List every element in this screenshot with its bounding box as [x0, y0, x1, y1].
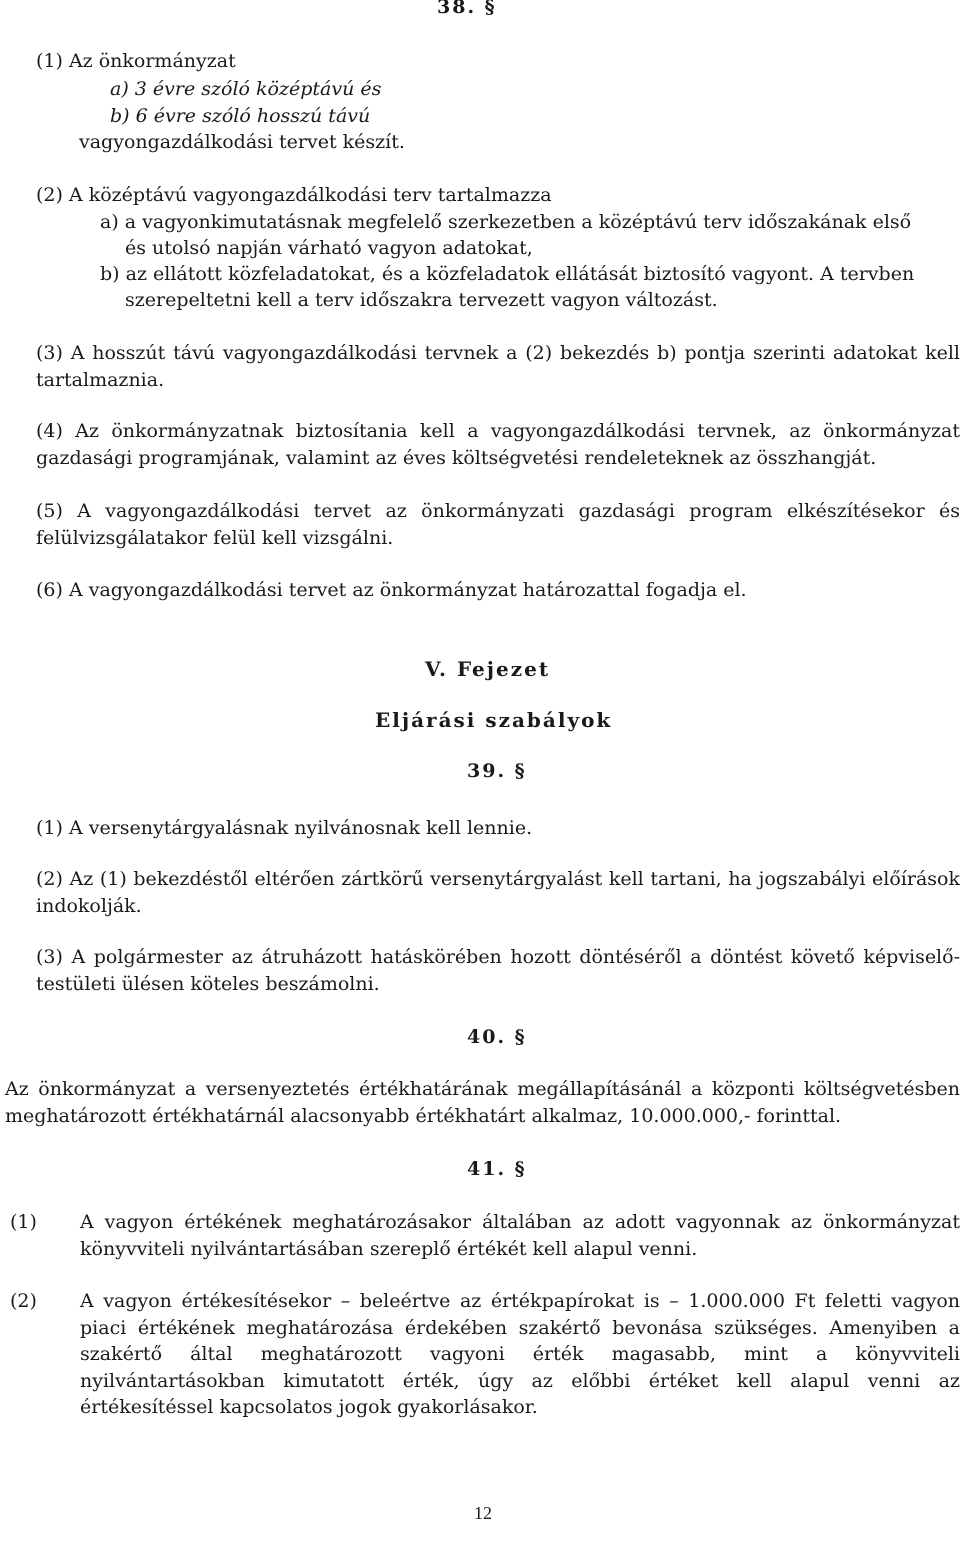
- section-41-heading: 41. §: [467, 1158, 527, 1180]
- section-39-heading: 39. §: [467, 760, 527, 782]
- s41-p2: A vagyon értékesítésekor – beleértve az értékpapírokat is – 1.000.000 Ft feletti vagyon piaci értékének meghatározása érdekében szakértő bevonása szükséges. Amenyiben a szakértő által meghatározott vagyoni érték magasabb, mint a könyvviteli nyilvántartásokban kimutatott érték, úgy az előbbi értéket kell alapul venni az értékesítéssel kapcsolatos jogok gyakorlásakor.: [80, 1290, 960, 1418]
- s39-p1: (1) A versenytárgyalásnak nyilvánosnak kell lennie.: [36, 817, 533, 839]
- s38-p2-item-a-line2: és utolsó napján várható vagyon adatokat,: [125, 237, 533, 259]
- s38-p3: (3) A hosszút távú vagyongazdálkodási tervnek a (2) bekezdés b) pontja szerinti adatokat kell tartalmaznia.: [36, 342, 960, 391]
- s41-p1: A vagyon értékének meghatározásakor általában az adott vagyonnak az önkormányzat könyvviteli nyilvántartásában szereplő értékét kell alapul venni.: [80, 1211, 960, 1260]
- s41-p1-label: (1): [10, 1211, 37, 1233]
- s40-text: Az önkormányzat a versenyeztetés értékhatárának megállapításánál a központi költségvetésben meghatározott értékhatárnál alacsonyabb értékhatárt alkalmaz, 10.000.000,- forinttal.: [5, 1078, 960, 1127]
- chapter-number: V. Fejezet: [425, 657, 551, 681]
- s38-p2-item-b-line2: szerepeltetni kell a terv időszakra tervezett vagyon változást.: [125, 289, 718, 311]
- page-number: 12: [474, 1503, 492, 1523]
- s38-p2-intro: (2) A középtávú vagyongazdálkodási terv tartalmazza: [36, 184, 552, 206]
- s38-p6: (6) A vagyongazdálkodási tervet az önkormányzat határozattal fogadja el.: [36, 579, 747, 601]
- s39-p3: (3) A polgármester az átruházott hatáskörében hozott döntéséről a döntést követő képviselő-testületi ülésen köteles beszámolni.: [36, 946, 960, 995]
- s38-p1-end: vagyongazdálkodási tervet készít.: [79, 131, 405, 153]
- section-40-heading: 40. §: [467, 1026, 527, 1048]
- s38-p4: (4) Az önkormányzatnak biztosítania kell a vagyongazdálkodási tervnek, az önkormányzat gazdasági programjának, valamint az éves költségvetési rendeleteknek az összhangját.: [36, 420, 960, 469]
- section-38-heading: 38. §: [437, 0, 497, 18]
- s38-p2-item-a-line1: a) a vagyonkimutatásnak megfelelő szerkezetben a középtávú terv időszakának első: [100, 211, 912, 233]
- s39-p2: (2) Az (1) bekezdéstől eltérően zártkörű versenytárgyalást kell tartani, ha jogszabályi előírások indokolják.: [36, 868, 960, 917]
- s38-p1-intro: (1) Az önkormányzat: [36, 50, 236, 72]
- s38-p1-item-a: a) 3 évre szóló középtávú és: [110, 78, 382, 100]
- s41-p2-label: (2): [10, 1290, 37, 1312]
- s38-p1-item-b: b) 6 évre szóló hosszú távú: [110, 105, 371, 127]
- s38-p2-item-b-line1: b) az ellátott közfeladatokat, és a közfeladatok ellátását biztosító vagyont. A tervben: [100, 263, 915, 285]
- chapter-title: Eljárási szabályok: [375, 708, 613, 732]
- s38-p5: (5) A vagyongazdálkodási tervet az önkormányzati gazdasági program elkészítésekor és felülvizsgálatakor felül kell vizsgálni.: [36, 500, 960, 549]
